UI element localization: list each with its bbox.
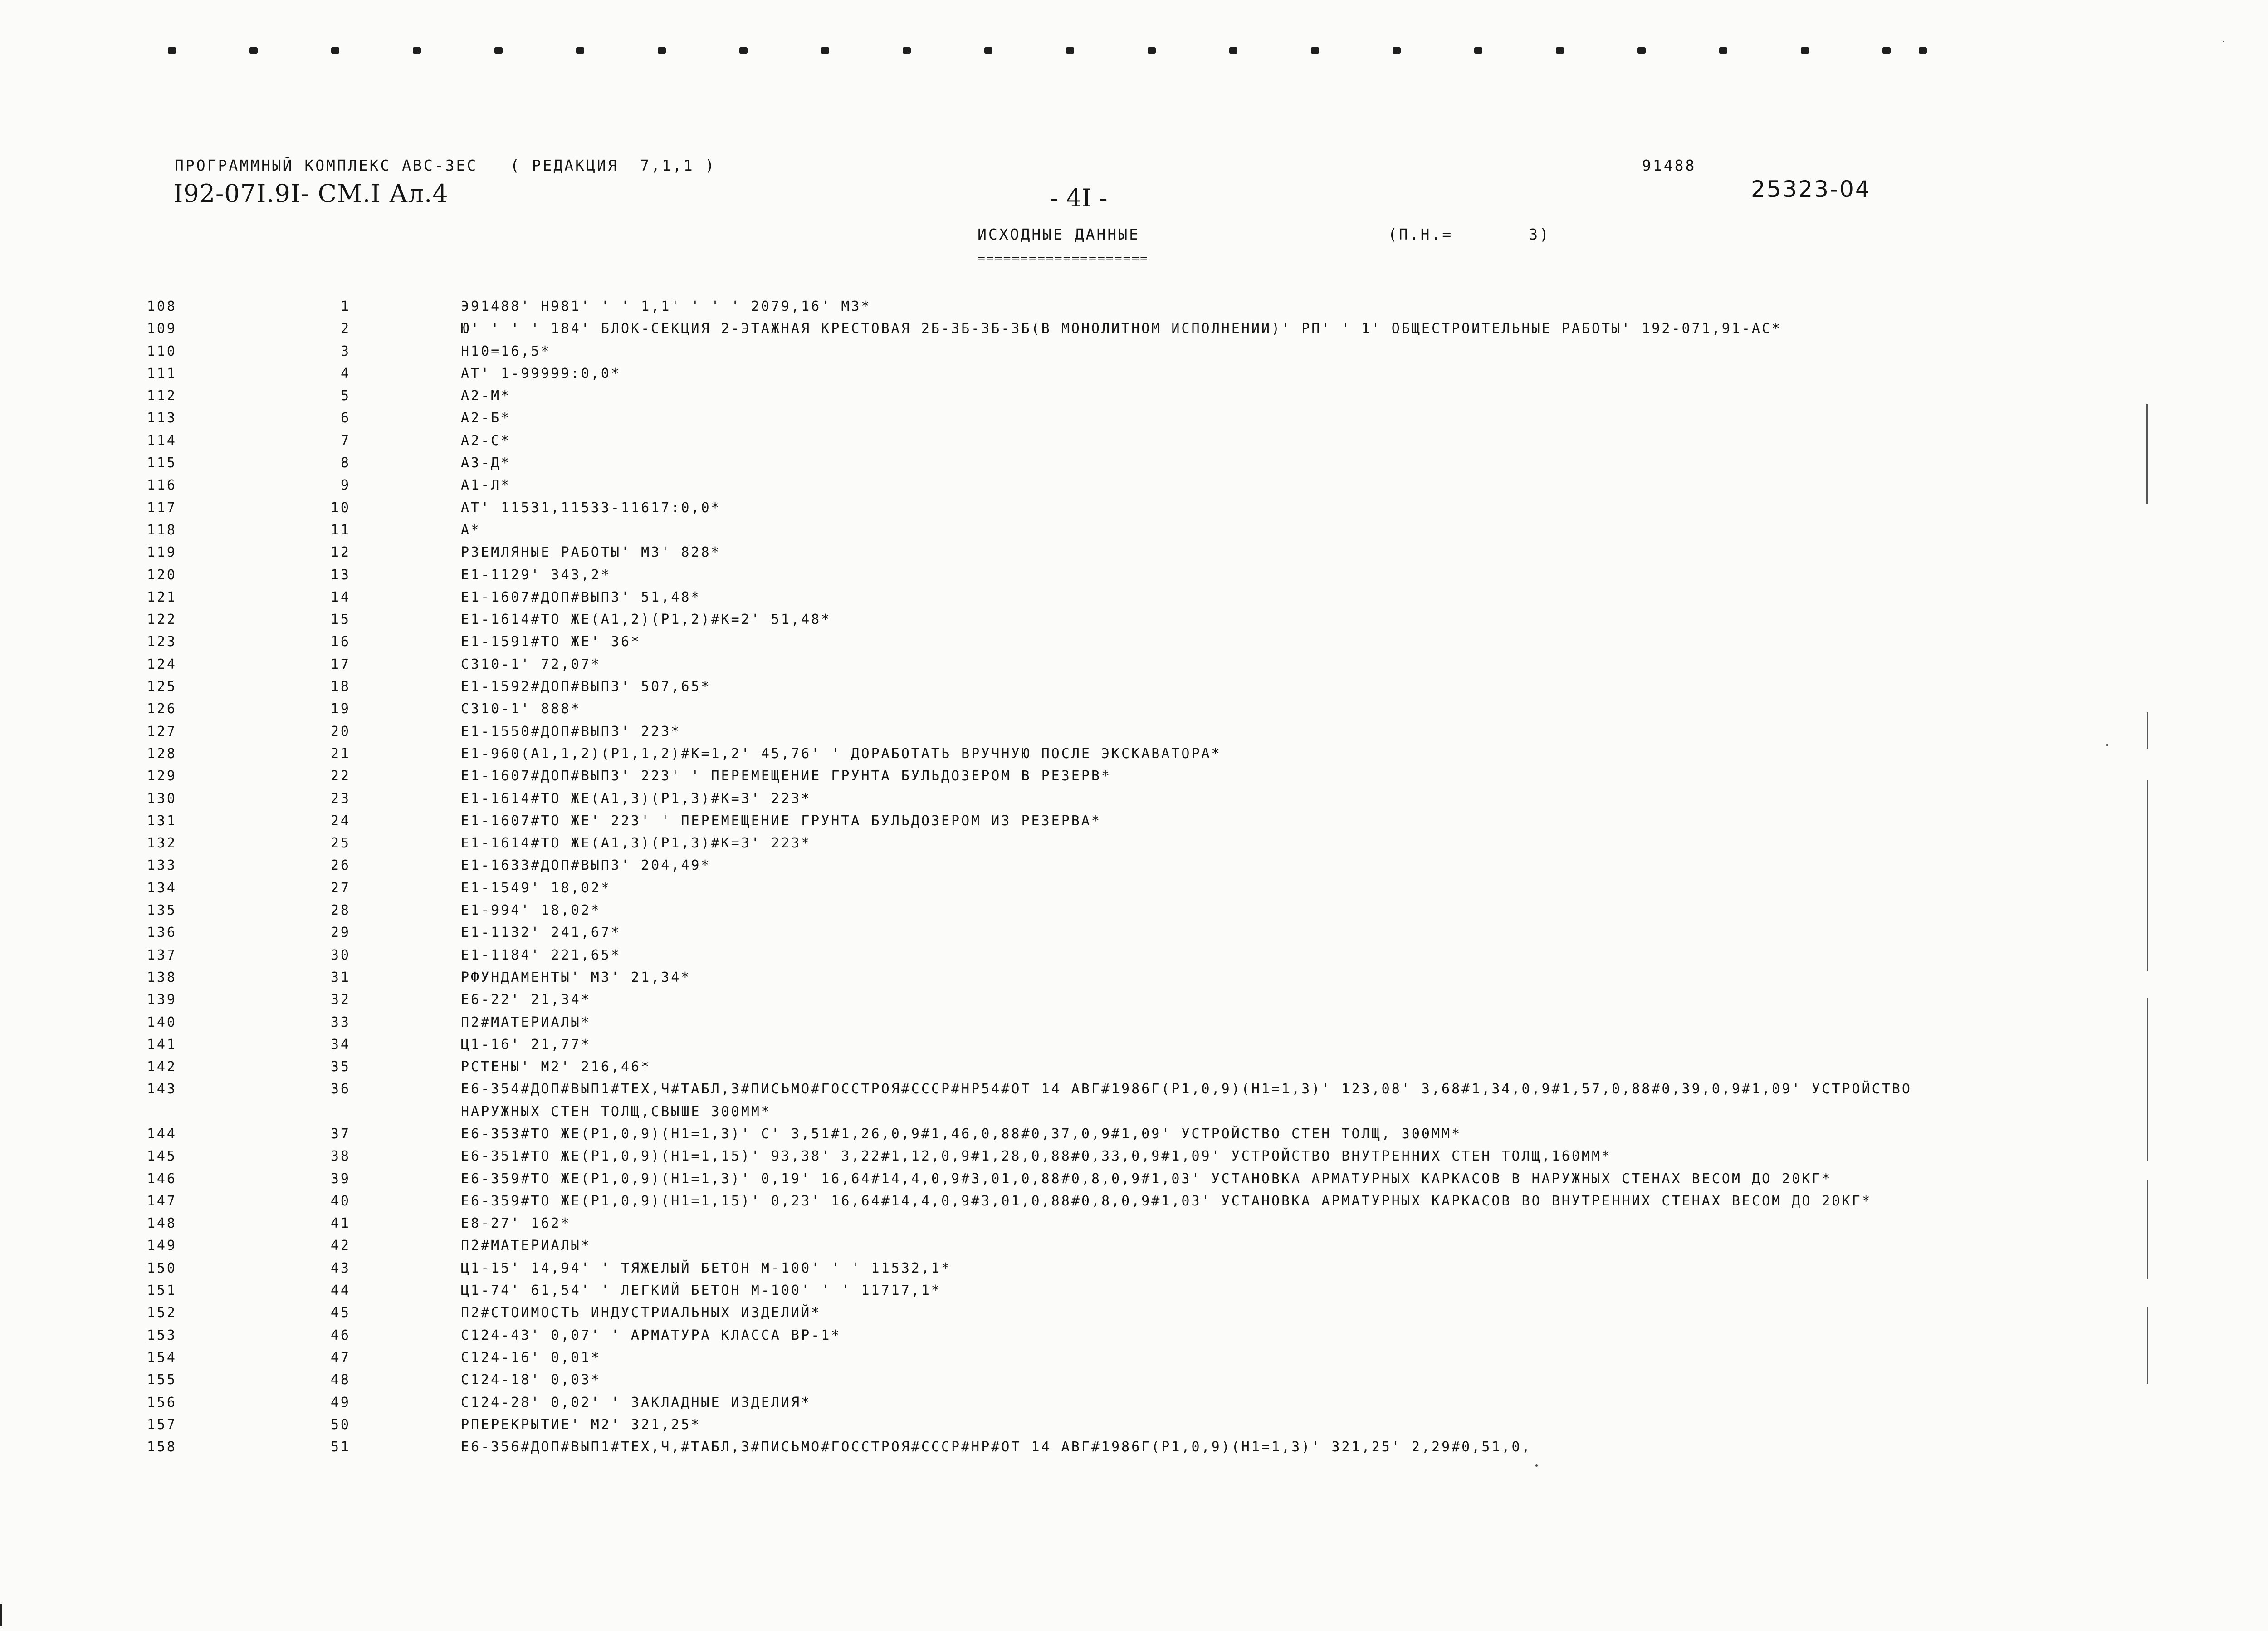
listing-row (0, 1212, 2268, 1234)
record-text: Е1-1129' 343,2* (461, 567, 611, 583)
record-number: 42 (330, 1238, 351, 1254)
record-number: 40 (330, 1193, 351, 1209)
margin-mark (2147, 712, 2148, 749)
record-text: Е6-359#ТО ЖЕ(Р1,0,9)(Н1=1,3)' 0,19' 16,64#14,4,0,9#3,01,0,88#0,8,0,9#1,03' УСТАНОВКА АРМАТУРНЫХ КАРКАСОВ В НАРУЖНЫХ СТЕНАХ ВЕСОМ ДО 20КГ* (461, 1171, 1832, 1187)
record-text: Е1-1592#ДОП#ВЫП3' 507,65* (461, 679, 711, 695)
margin-mark (2147, 1307, 2148, 1384)
record-text: РПЕРЕКРЫТИЕ' М2' 321,25* (461, 1416, 701, 1433)
line-number: 130 (147, 790, 177, 807)
record-number: 20 (330, 723, 351, 740)
line-number: 120 (147, 567, 177, 583)
listing-row (0, 295, 2268, 318)
record-text: А2-С* (461, 432, 511, 449)
record-number: 50 (330, 1416, 351, 1433)
project-code: I92-07I.9I- СМ.I Ал.4 (173, 179, 449, 208)
line-number: 156 (147, 1394, 177, 1411)
record-number: 31 (330, 969, 351, 985)
line-number: 139 (147, 992, 177, 1008)
line-number: 108 (147, 299, 177, 314)
listing-row (0, 743, 2268, 765)
record-text: Е1-1614#ТО ЖЕ(А1,3)(Р1,3)#К=3' 223* (461, 835, 811, 852)
record-number: 8 (340, 455, 351, 471)
line-number: 157 (147, 1416, 177, 1433)
record-text: П2#МАТЕРИАЛЫ* (461, 1238, 591, 1254)
record-text: Е1-1591#ТО ЖЕ' 36* (461, 634, 641, 650)
listing-row (0, 318, 2268, 340)
listing-row (0, 340, 2268, 362)
record-text: Е1-1550#ДОП#ВЫП3' 223* (461, 723, 681, 740)
line-number: 134 (147, 880, 177, 896)
record-number: 26 (330, 857, 351, 874)
margin-mark (2147, 998, 2148, 1161)
record-number: 34 (330, 1036, 351, 1053)
line-number: 142 (147, 1059, 177, 1075)
listing-row (0, 1145, 2268, 1167)
listing-row (0, 676, 2268, 698)
listing-row (0, 877, 2268, 899)
line-number: 150 (147, 1260, 177, 1276)
record-text: С124-43' 0,07' ' АРМАТУРА КЛАССА ВР-1* (461, 1327, 841, 1343)
record-number: 46 (330, 1327, 351, 1343)
record-number: 18 (330, 679, 351, 695)
record-text: С124-18' 0,03* (461, 1372, 601, 1388)
listing-row (0, 1369, 2268, 1391)
listing-row (0, 1190, 2268, 1212)
listing-row (0, 1436, 2268, 1458)
listing-row (0, 1414, 2268, 1436)
listing-row (0, 989, 2268, 1011)
record-text: П2#МАТЕРИАЛЫ* (461, 1014, 591, 1030)
record-number: 7 (340, 432, 351, 449)
record-number: 1 (340, 299, 351, 314)
line-number: 155 (147, 1372, 177, 1388)
record-text: С310-1' 72,07* (461, 656, 601, 672)
listing-row (0, 430, 2268, 452)
record-text: Ц1-16' 21,77* (461, 1036, 591, 1053)
line-number: 114 (147, 432, 177, 449)
record-text: РЗЕМЛЯНЫЕ РАБОТЫ' МЗ' 828* (461, 544, 721, 561)
line-number: 151 (147, 1283, 177, 1299)
line-number: 112 (147, 388, 177, 404)
line-number: 132 (147, 835, 177, 852)
program-header: ПРОГРАММНЫЙ КОМПЛЕКС АВС-ЗЕС ( РЕДАКЦИЯ 7,1,1 ) (175, 157, 716, 174)
record-number: 48 (330, 1372, 351, 1388)
line-number: 115 (147, 455, 177, 471)
record-text: Е1-960(А1,1,2)(Р1,1,2)#К=1,2' 45,76' ' ДОРАБОТАТЬ ВРУЧНУЮ ПОСЛЕ ЭКСКАВАТОРА* (461, 745, 1222, 762)
record-number: 44 (330, 1283, 351, 1299)
listing-row (0, 810, 2268, 832)
listing-row (0, 1234, 2268, 1257)
listing-row (0, 385, 2268, 407)
record-number: 12 (330, 544, 351, 561)
record-number: 9 (340, 477, 351, 494)
record-text: Е6-359#ТО ЖЕ(Р1,0,9)(Н1=1,15)' 0,23' 16,64#14,4,0,9#3,01,0,88#0,8,0,9#1,03' УСТАНОВКА АРМАТУРНЫХ КАРКАСОВ ВО ВНУТРЕННИХ СТЕНАХ ВЕСОМ ДО 20КГ* (461, 1193, 1872, 1209)
record-number: 21 (330, 745, 351, 762)
listing-row (0, 1324, 2268, 1347)
listing-row (0, 541, 2268, 563)
listing-row (0, 1078, 2268, 1123)
line-number: 152 (147, 1305, 177, 1321)
listing-row (0, 854, 2268, 877)
record-number: 25 (330, 835, 351, 852)
listing-row (0, 921, 2268, 944)
line-number: 127 (147, 723, 177, 740)
listing-row (0, 1033, 2268, 1056)
record-text: Е1-1614#ТО ЖЕ(А1,2)(Р1,2)#К=2' 51,48* (461, 612, 831, 628)
listing-row (0, 608, 2268, 631)
record-number: 19 (330, 701, 351, 717)
record-text: Ю' ' ' ' 184' БЛОК-СЕКЦИЯ 2-ЭТАЖНАЯ КРЕСТОВАЯ 2Б-3Б-3Б-3Б(В МОНОЛИТНОМ ИСПОЛНЕНИИ)' РП' ' 1' ОБЩЕСТРОИТЕЛЬНЫЕ РАБОТЫ' 192-071,91-АС* (461, 321, 1782, 337)
record-text: С124-16' 0,01* (461, 1349, 601, 1366)
record-number: 51 (330, 1439, 351, 1455)
listing-row (0, 586, 2268, 608)
record-text: А2-Б* (461, 410, 511, 426)
perforation-holes (168, 47, 1919, 56)
record-number: 33 (330, 1014, 351, 1030)
record-text: Е8-27' 162* (461, 1215, 571, 1232)
record-text: Е1-1132' 241,67* (461, 925, 621, 941)
listing-row (0, 407, 2268, 429)
listing-row (0, 474, 2268, 496)
record-text: Е6-351#ТО ЖЕ(Р1,0,9)(Н1=1,15)' 93,38' 3,22#1,12,0,9#1,28,0,88#0,33,0,9#1,09' УСТРОЙСТВО ВНУТРЕННИХ СТЕН ТОЛЩ,160ММ* (461, 1148, 1612, 1165)
listing-row (0, 653, 2268, 676)
line-number: 116 (147, 477, 177, 494)
listing-row (0, 944, 2268, 966)
record-text: Е1-1184' 221,65* (461, 947, 621, 963)
line-number: 144 (147, 1126, 177, 1142)
record-number: 15 (330, 612, 351, 628)
line-number: 148 (147, 1215, 177, 1232)
record-text: Е6-22' 21,34* (461, 992, 591, 1008)
line-number: 110 (147, 343, 177, 359)
record-number: 43 (330, 1260, 351, 1276)
line-number: 145 (147, 1148, 177, 1165)
record-number: 2 (340, 321, 351, 337)
record-number: 37 (330, 1126, 351, 1142)
record-text: АТ' 1-99999:0,0* (461, 365, 621, 382)
record-text: Э91488' Н981' ' ' 1,1' ' ' ' 2079,16' МЗ* (461, 299, 871, 314)
record-number: 45 (330, 1305, 351, 1321)
line-number: 147 (147, 1193, 177, 1209)
section-title: ИСХОДНЫЕ ДАННЫЕ (978, 225, 1140, 243)
record-text: Е1-1633#ДОП#ВЫП3' 204,49* (461, 857, 711, 874)
record-text: РСТЕНЫ' М2' 216,46* (461, 1059, 651, 1075)
record-text: Е6-354#ДОП#ВЫП1#ТЕХ,Ч#ТАБЛ,3#ПИСЬМО#ГОССТРОЯ#СССР#НР54#ОТ 14 АВГ#1986Г(Р1,0,9)(Н1=1,3)' 123,08' 3,68#1,34,0,9#1,57,0,88#0,39,0,9#1,09' УСТРОЙСТВО НАРУЖНЫХ СТЕН ТОЛЩ,СВЫШЕ 300ММ* (461, 1081, 1922, 1120)
record-number: 3 (340, 343, 351, 359)
record-text: Е6-353#ТО ЖЕ(Р1,0,9)(Н1=1,3)' С' 3,51#1,26,0,9#1,46,0,88#0,37,0,9#1,09' УСТРОЙСТВО СТЕН ТОЛЩ, 300ММ* (461, 1126, 1462, 1142)
scan-speck (1535, 1464, 1538, 1467)
record-number: 27 (330, 880, 351, 896)
record-text: Ц1-15' 14,94' ' ТЯЖЕЛЫЙ БЕТОН М-100' ' ' 11532,1* (461, 1260, 952, 1276)
record-number: 39 (330, 1171, 351, 1187)
page-edge-mark (0, 1604, 2, 1626)
record-text: Е1-1607#ДОП#ВЫП3' 51,48* (461, 589, 701, 605)
record-number: 14 (330, 589, 351, 605)
scan-speck (2106, 744, 2108, 746)
listing-row (0, 362, 2268, 385)
record-text: Е1-994' 18,02* (461, 902, 601, 919)
listing-row (0, 1168, 2268, 1190)
record-number: 29 (330, 925, 351, 941)
listing-row (0, 1279, 2268, 1302)
listing-row (0, 720, 2268, 743)
record-number: 6 (340, 410, 351, 426)
pn-indicator: (П.Н.= 3) (1388, 225, 1551, 243)
listing-row (0, 497, 2268, 519)
record-number: 5 (340, 388, 351, 404)
title-underline: ==================== (978, 251, 1149, 266)
line-number: 138 (147, 969, 177, 985)
record-number: 10 (330, 500, 351, 516)
listing-row (0, 788, 2268, 810)
line-number: 154 (147, 1349, 177, 1366)
record-text: Е6-356#ДОП#ВЫП1#ТЕХ,Ч,#ТАБЛ,3#ПИСЬМО#ГОССТРОЯ#СССР#НР#ОТ 14 АВГ#1986Г(Р1,0,9)(Н1=1,3)' 321,25' 2,29#0,51,0, (461, 1439, 1532, 1455)
line-number: 119 (147, 544, 177, 561)
record-text: Н10=16,5* (461, 343, 551, 359)
sheet-code: 25323-04 (1751, 176, 1871, 202)
document-number: 91488 (1642, 157, 1696, 174)
line-number: 123 (147, 634, 177, 650)
line-number: 135 (147, 902, 177, 919)
line-number: 121 (147, 589, 177, 605)
line-number: 124 (147, 656, 177, 672)
listing-row (0, 899, 2268, 921)
line-number: 118 (147, 522, 177, 538)
line-number: 149 (147, 1238, 177, 1254)
record-number: 30 (330, 947, 351, 963)
margin-mark (2147, 1180, 2148, 1279)
line-number: 125 (147, 679, 177, 695)
record-number: 47 (330, 1349, 351, 1366)
listing-row (0, 564, 2268, 586)
record-text: Е1-1607#ДОП#ВЫП3' 223' ' ПЕРЕМЕЩЕНИЕ ГРУНТА БУЛЬДОЗЕРОМ В РЕЗЕРВ* (461, 768, 1111, 784)
listing-row (0, 1056, 2268, 1078)
record-number: 11 (330, 522, 351, 538)
record-number: 17 (330, 656, 351, 672)
record-number: 16 (330, 634, 351, 650)
line-number: 143 (147, 1081, 177, 1097)
line-number: 131 (147, 813, 177, 829)
record-text: П2#СТОИМОСТЬ ИНДУСТРИАЛЬНЫХ ИЗДЕЛИЙ* (461, 1305, 821, 1321)
line-number: 113 (147, 410, 177, 426)
record-text: РФУНДАМЕНТЫ' МЗ' 21,34* (461, 969, 691, 985)
listing-row (0, 1011, 2268, 1033)
line-number: 122 (147, 612, 177, 628)
line-number: 129 (147, 768, 177, 784)
listing-row (0, 966, 2268, 989)
listing-row (0, 698, 2268, 720)
listing-row (0, 832, 2268, 854)
line-number: 137 (147, 947, 177, 963)
record-number: 41 (330, 1215, 351, 1232)
record-number: 32 (330, 992, 351, 1008)
listing-row (0, 765, 2268, 787)
listing-row (0, 1302, 2268, 1324)
page-number: - 4I - (1050, 184, 1108, 212)
line-number: 146 (147, 1171, 177, 1187)
margin-mark (2147, 780, 2148, 971)
record-number: 23 (330, 790, 351, 807)
record-number: 4 (340, 365, 351, 382)
line-number: 158 (147, 1439, 177, 1455)
line-number: 133 (147, 857, 177, 874)
record-number: 24 (330, 813, 351, 829)
record-number: 38 (330, 1148, 351, 1165)
line-number: 109 (147, 321, 177, 337)
scan-speck (2223, 41, 2224, 42)
line-number: 153 (147, 1327, 177, 1343)
record-text: А2-М* (461, 388, 511, 404)
record-text: Е1-1607#ТО ЖЕ' 223' ' ПЕРЕМЕЩЕНИЕ ГРУНТА БУЛЬДОЗЕРОМ ИЗ РЕЗЕРВА* (461, 813, 1101, 829)
listing-row (0, 1257, 2268, 1279)
data-listing (0, 295, 2268, 1458)
record-number: 35 (330, 1059, 351, 1075)
line-number: 126 (147, 701, 177, 717)
listing-row (0, 1347, 2268, 1369)
record-number: 49 (330, 1394, 351, 1411)
record-text: Е1-1549' 18,02* (461, 880, 611, 896)
line-number: 117 (147, 500, 177, 516)
line-number: 128 (147, 745, 177, 762)
record-text: С310-1' 888* (461, 701, 581, 717)
record-number: 36 (330, 1081, 351, 1097)
margin-mark (2146, 404, 2148, 504)
record-text: АТ' 11531,11533-11617:0,0* (461, 500, 721, 516)
listing-row (0, 1123, 2268, 1145)
record-number: 13 (330, 567, 351, 583)
record-text: Ц1-74' 61,54' ' ЛЕГКИЙ БЕТОН М-100' ' ' 11717,1* (461, 1283, 941, 1299)
listing-row (0, 1391, 2268, 1414)
record-text: С124-28' 0,02' ' ЗАКЛАДНЫЕ ИЗДЕЛИЯ* (461, 1394, 811, 1411)
record-number: 22 (330, 768, 351, 784)
record-text: А3-Д* (461, 455, 511, 471)
record-text: Е1-1614#ТО ЖЕ(А1,3)(Р1,3)#К=3' 223* (461, 790, 811, 807)
line-number: 141 (147, 1036, 177, 1053)
line-number: 111 (147, 365, 177, 382)
listing-row (0, 452, 2268, 474)
line-number: 136 (147, 925, 177, 941)
line-number: 140 (147, 1014, 177, 1030)
record-number: 28 (330, 902, 351, 919)
listing-row (0, 631, 2268, 653)
listing-row (0, 519, 2268, 541)
record-text: А* (461, 522, 481, 538)
record-text: А1-Л* (461, 477, 511, 494)
